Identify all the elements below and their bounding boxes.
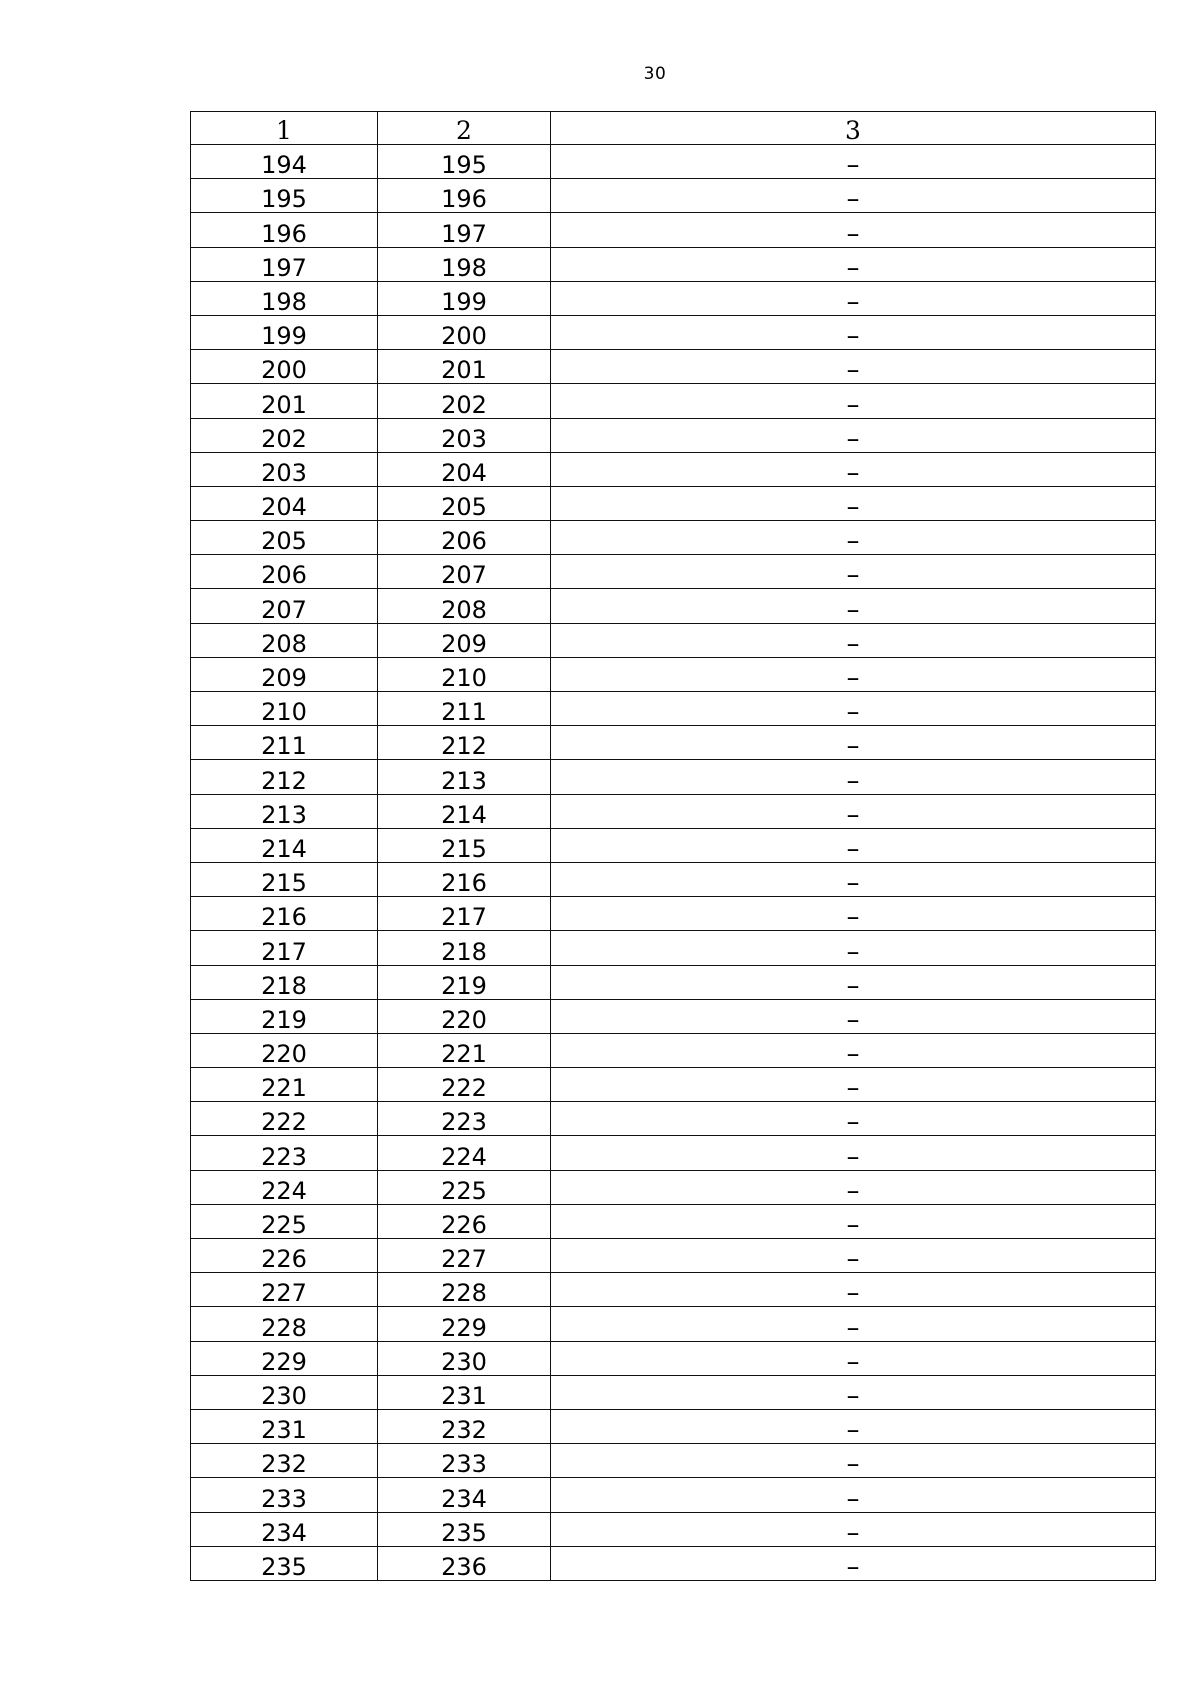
table-cell-col-3: – [551,1409,1156,1443]
table-cell-col-3: – [551,589,1156,623]
table-row [191,1512,1156,1546]
table-body [191,145,1156,1581]
table-cell-col-2: 216 [378,862,551,896]
table-cell-col-1: 234 [191,1512,378,1546]
table-cell-col-1: 199 [191,315,378,349]
table-cell-col-1: 233 [191,1478,378,1512]
table-cell-col-3: – [551,760,1156,794]
table-cell-col-2: 219 [378,965,551,999]
table-header-row [191,112,1156,145]
table-row [191,1033,1156,1067]
table-cell-col-2: 221 [378,1033,551,1067]
table-row [191,1409,1156,1443]
table-cell-col-3: – [551,1102,1156,1136]
table-cell-col-1: 224 [191,1170,378,1204]
table-cell-col-3: – [551,1273,1156,1307]
table-row [191,726,1156,760]
table-cell-col-2: 226 [378,1204,551,1238]
table-row [191,862,1156,896]
table-row [191,1239,1156,1273]
table-row [191,999,1156,1033]
table-cell-col-1: 216 [191,897,378,931]
table-cell-col-1: 212 [191,760,378,794]
table-cell-col-1: 223 [191,1136,378,1170]
table-row [191,418,1156,452]
table-cell-col-2: 235 [378,1512,551,1546]
table-row [191,350,1156,384]
table-cell-col-2: 209 [378,623,551,657]
table-cell-col-1: 229 [191,1341,378,1375]
table-cell-col-2: 210 [378,657,551,691]
table-cell-col-2: 228 [378,1273,551,1307]
table-cell-col-1: 209 [191,657,378,691]
table-cell-col-3: – [551,350,1156,384]
table-cell-col-3: – [551,315,1156,349]
table-row [191,521,1156,555]
table-cell-col-3: – [551,1033,1156,1067]
table-row [191,1478,1156,1512]
table-cell-col-3: – [551,1068,1156,1102]
table-cell-col-1: 203 [191,452,378,486]
table-cell-col-2: 212 [378,726,551,760]
table-cell-col-3: – [551,1512,1156,1546]
table-row [191,692,1156,726]
table-row [191,1307,1156,1341]
table-cell-col-2: 236 [378,1546,551,1580]
table-cell-col-3: – [551,1546,1156,1580]
table-cell-col-2: 225 [378,1170,551,1204]
table-cell-col-2: 199 [378,281,551,315]
table-row [191,1102,1156,1136]
table-row [191,1068,1156,1102]
table-cell-col-2: 231 [378,1375,551,1409]
table-row [191,1375,1156,1409]
table-cell-col-1: 218 [191,965,378,999]
table-cell-col-1: 228 [191,1307,378,1341]
table-cell-col-1: 200 [191,350,378,384]
table-cell-col-2: 215 [378,828,551,862]
table-row [191,145,1156,179]
table-row [191,452,1156,486]
table-row [191,486,1156,520]
table-cell-col-1: 232 [191,1444,378,1478]
table-row [191,1170,1156,1204]
table-row [191,1136,1156,1170]
table-row [191,965,1156,999]
table-cell-col-3: – [551,897,1156,931]
table-cell-col-3: – [551,1444,1156,1478]
table-cell-col-3: – [551,521,1156,555]
table-row [191,931,1156,965]
page-number: 30 [643,64,667,84]
table-cell-col-3: – [551,486,1156,520]
table-cell-col-3: – [551,418,1156,452]
table-cell-col-2: 205 [378,486,551,520]
table-row [191,794,1156,828]
table-cell-col-2: 198 [378,247,551,281]
table-cell-col-3: – [551,1307,1156,1341]
table-cell-col-3: – [551,931,1156,965]
table-cell-col-2: 214 [378,794,551,828]
table-cell-col-1: 207 [191,589,378,623]
table-cell-col-1: 217 [191,931,378,965]
table-cell-col-2: 223 [378,1102,551,1136]
table-cell-col-3: – [551,692,1156,726]
table-cell-col-3: – [551,213,1156,247]
table-cell-col-2: 207 [378,555,551,589]
table-cell-col-3: – [551,247,1156,281]
table-cell-col-1: 197 [191,247,378,281]
table-cell-col-1: 195 [191,179,378,213]
table-row [191,555,1156,589]
table-cell-col-1: 201 [191,384,378,418]
table-cell-col-3: – [551,794,1156,828]
table-cell-col-1: 215 [191,862,378,896]
table-cell-col-2: 197 [378,213,551,247]
table-cell-col-1: 211 [191,726,378,760]
column-header-2: 2 [378,112,551,145]
table-cell-col-1: 206 [191,555,378,589]
table-cell-col-2: 217 [378,897,551,931]
table-cell-col-1: 210 [191,692,378,726]
table-cell-col-3: – [551,965,1156,999]
table-cell-col-2: 224 [378,1136,551,1170]
table-cell-col-1: 202 [191,418,378,452]
table-cell-col-3: – [551,1478,1156,1512]
table-cell-col-3: – [551,999,1156,1033]
table-row [191,1444,1156,1478]
table-row [191,897,1156,931]
table-cell-col-1: 205 [191,521,378,555]
table-header [191,112,1156,145]
table-cell-col-2: 234 [378,1478,551,1512]
table-cell-col-2: 230 [378,1341,551,1375]
table-row [191,384,1156,418]
table-cell-col-3: – [551,1375,1156,1409]
table-row [191,760,1156,794]
table-cell-col-2: 229 [378,1307,551,1341]
table-row [191,1204,1156,1238]
table-cell-col-1: 198 [191,281,378,315]
table-row [191,657,1156,691]
data-table [190,111,1156,1581]
table-cell-col-2: 213 [378,760,551,794]
table-cell-col-1: 204 [191,486,378,520]
table-cell-col-3: – [551,1170,1156,1204]
table-cell-col-2: 233 [378,1444,551,1478]
table-cell-col-1: 194 [191,145,378,179]
table-cell-col-2: 196 [378,179,551,213]
table-cell-col-2: 200 [378,315,551,349]
table-cell-col-1: 213 [191,794,378,828]
table-row [191,179,1156,213]
table-cell-col-2: 218 [378,931,551,965]
table-cell-col-1: 219 [191,999,378,1033]
table-cell-col-3: – [551,145,1156,179]
table-cell-col-3: – [551,384,1156,418]
table-row [191,623,1156,657]
table-cell-col-2: 208 [378,589,551,623]
table-cell-col-1: 231 [191,1409,378,1443]
column-header-3: 3 [551,112,1156,145]
table-cell-col-2: 204 [378,452,551,486]
table-cell-col-3: – [551,828,1156,862]
table-cell-col-2: 206 [378,521,551,555]
data-table-container [190,111,1155,1581]
table-cell-col-1: 226 [191,1239,378,1273]
table-cell-col-3: – [551,452,1156,486]
table-row [191,281,1156,315]
table-cell-col-3: – [551,862,1156,896]
table-cell-col-1: 222 [191,1102,378,1136]
table-cell-col-2: 227 [378,1239,551,1273]
table-cell-col-3: – [551,281,1156,315]
table-row [191,1273,1156,1307]
table-cell-col-1: 225 [191,1204,378,1238]
table-cell-col-3: – [551,657,1156,691]
table-row [191,828,1156,862]
table-cell-col-2: 195 [378,145,551,179]
table-cell-col-2: 202 [378,384,551,418]
column-header-1: 1 [191,112,378,145]
table-cell-col-1: 221 [191,1068,378,1102]
table-cell-col-2: 232 [378,1409,551,1443]
table-cell-col-1: 220 [191,1033,378,1067]
table-cell-col-1: 227 [191,1273,378,1307]
table-row [191,1546,1156,1580]
table-row [191,247,1156,281]
table-cell-col-3: – [551,179,1156,213]
table-row [191,589,1156,623]
table-cell-col-2: 203 [378,418,551,452]
table-cell-col-3: – [551,1136,1156,1170]
table-cell-col-1: 196 [191,213,378,247]
table-cell-col-3: – [551,555,1156,589]
table-cell-col-1: 208 [191,623,378,657]
table-cell-col-2: 220 [378,999,551,1033]
table-cell-col-3: – [551,623,1156,657]
table-cell-col-1: 214 [191,828,378,862]
table-cell-col-2: 222 [378,1068,551,1102]
table-row [191,1341,1156,1375]
table-cell-col-2: 201 [378,350,551,384]
table-cell-col-1: 230 [191,1375,378,1409]
table-cell-col-3: – [551,1341,1156,1375]
table-cell-col-3: – [551,1204,1156,1238]
table-cell-col-2: 211 [378,692,551,726]
table-cell-col-1: 235 [191,1546,378,1580]
table-cell-col-3: – [551,1239,1156,1273]
table-row [191,213,1156,247]
table-cell-col-3: – [551,726,1156,760]
table-row [191,315,1156,349]
